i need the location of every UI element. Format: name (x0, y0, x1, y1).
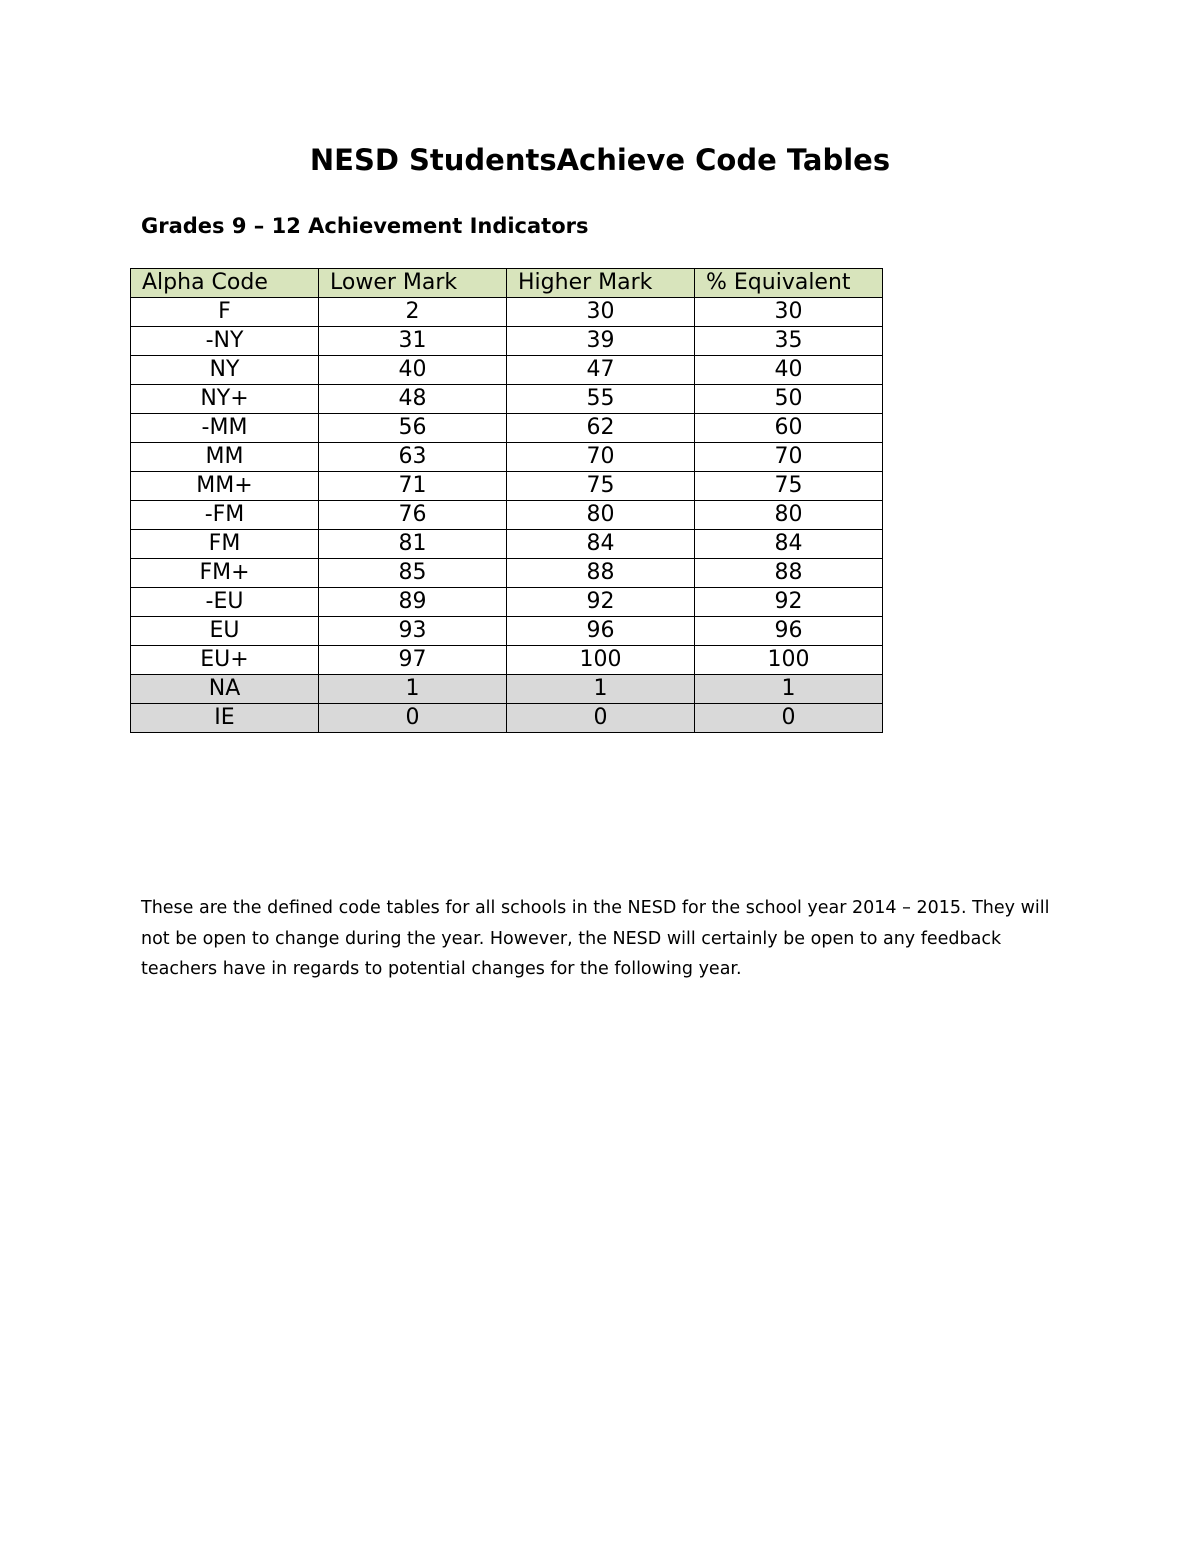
cell-percent-equivalent: 70 (695, 443, 883, 472)
cell-lower-mark: 89 (319, 588, 507, 617)
table-row (131, 385, 883, 414)
table-row (131, 356, 883, 385)
cell-alpha-code: EU+ (131, 646, 319, 675)
cell-higher-mark: 75 (507, 472, 695, 501)
cell-alpha-code: -NY (131, 327, 319, 356)
header-percent-equivalent: % Equivalent (695, 269, 883, 298)
header-higher-mark: Higher Mark (507, 269, 695, 298)
cell-percent-equivalent: 30 (695, 298, 883, 327)
cell-alpha-code: NY (131, 356, 319, 385)
cell-lower-mark: 81 (319, 530, 507, 559)
cell-higher-mark: 100 (507, 646, 695, 675)
cell-higher-mark: 30 (507, 298, 695, 327)
header-alpha-code: Alpha Code (131, 269, 319, 298)
cell-alpha-code: FM+ (131, 559, 319, 588)
table-row (131, 646, 883, 675)
cell-higher-mark: 1 (507, 675, 695, 704)
table-row (131, 298, 883, 327)
cell-higher-mark: 84 (507, 530, 695, 559)
cell-higher-mark: 47 (507, 356, 695, 385)
cell-lower-mark: 93 (319, 617, 507, 646)
table-row (131, 530, 883, 559)
table-row (131, 443, 883, 472)
table-row (131, 501, 883, 530)
cell-percent-equivalent: 75 (695, 472, 883, 501)
cell-alpha-code: MM+ (131, 472, 319, 501)
cell-lower-mark: 48 (319, 385, 507, 414)
cell-lower-mark: 97 (319, 646, 507, 675)
cell-percent-equivalent: 96 (695, 617, 883, 646)
cell-lower-mark: 63 (319, 443, 507, 472)
header-lower-mark: Lower Mark (319, 269, 507, 298)
cell-percent-equivalent: 80 (695, 501, 883, 530)
achievement-code-table (130, 268, 883, 733)
cell-percent-equivalent: 40 (695, 356, 883, 385)
cell-alpha-code: NY+ (131, 385, 319, 414)
table-row (131, 472, 883, 501)
cell-lower-mark: 56 (319, 414, 507, 443)
cell-percent-equivalent: 50 (695, 385, 883, 414)
cell-alpha-code: F (131, 298, 319, 327)
cell-alpha-code: NA (131, 675, 319, 704)
cell-percent-equivalent: 1 (695, 675, 883, 704)
table-row-special (131, 704, 883, 733)
cell-percent-equivalent: 35 (695, 327, 883, 356)
cell-alpha-code: -MM (131, 414, 319, 443)
cell-higher-mark: 39 (507, 327, 695, 356)
cell-alpha-code: -FM (131, 501, 319, 530)
table-row (131, 588, 883, 617)
cell-percent-equivalent: 84 (695, 530, 883, 559)
page-title: NESD StudentsAchieve Code Tables (309, 143, 891, 177)
cell-higher-mark: 70 (507, 443, 695, 472)
cell-percent-equivalent: 88 (695, 559, 883, 588)
table-row-special (131, 675, 883, 704)
cell-lower-mark: 1 (319, 675, 507, 704)
cell-lower-mark: 76 (319, 501, 507, 530)
table-row (131, 327, 883, 356)
table-header-row (131, 269, 883, 298)
cell-higher-mark: 88 (507, 559, 695, 588)
cell-percent-equivalent: 92 (695, 588, 883, 617)
cell-alpha-code: FM (131, 530, 319, 559)
cell-higher-mark: 62 (507, 414, 695, 443)
cell-higher-mark: 96 (507, 617, 695, 646)
cell-higher-mark: 55 (507, 385, 695, 414)
cell-lower-mark: 2 (319, 298, 507, 327)
table-row (131, 617, 883, 646)
cell-lower-mark: 31 (319, 327, 507, 356)
cell-percent-equivalent: 0 (695, 704, 883, 733)
cell-percent-equivalent: 60 (695, 414, 883, 443)
cell-alpha-code: -EU (131, 588, 319, 617)
note-paragraph: These are the defined code tables for all schools in the NESD for the school year 2014 – 2015. They will not be open to change during the year. However, the NESD will certainly be open to any feedback teachers have in regards to potential changes for the following year. (141, 898, 1050, 979)
cell-higher-mark: 92 (507, 588, 695, 617)
cell-lower-mark: 40 (319, 356, 507, 385)
cell-percent-equivalent: 100 (695, 646, 883, 675)
cell-alpha-code: EU (131, 617, 319, 646)
cell-alpha-code: IE (131, 704, 319, 733)
table-row (131, 559, 883, 588)
cell-higher-mark: 0 (507, 704, 695, 733)
section-heading: Grades 9 – 12 Achievement Indicators (141, 214, 589, 238)
cell-lower-mark: 71 (319, 472, 507, 501)
cell-lower-mark: 85 (319, 559, 507, 588)
cell-higher-mark: 80 (507, 501, 695, 530)
table-row (131, 414, 883, 443)
cell-alpha-code: MM (131, 443, 319, 472)
cell-lower-mark: 0 (319, 704, 507, 733)
